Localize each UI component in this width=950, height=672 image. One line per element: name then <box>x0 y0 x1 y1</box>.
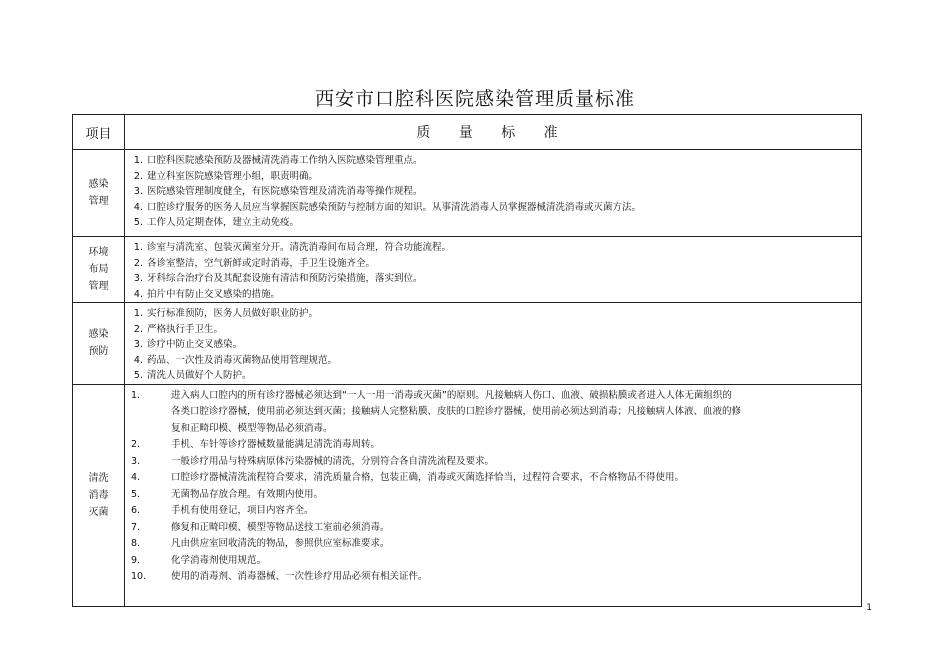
item-number <box>125 404 159 421</box>
item-number: 3. <box>133 273 143 284</box>
header-item: 项目 <box>73 115 125 150</box>
list-item <box>125 200 861 216</box>
category-label: 感染 <box>88 179 109 190</box>
item-text: 工作人员定期查体，建立主动免疫。 <box>147 217 300 228</box>
standard-cell <box>125 150 862 237</box>
list-item <box>125 421 861 438</box>
list-item <box>125 256 861 272</box>
list-item <box>125 454 861 471</box>
item-number: 1. <box>131 389 141 401</box>
item-number: 2. <box>131 439 141 450</box>
item-text: 一般诊疗用品与特殊病原体污染器械的清洗，分别符合各自清洗流程及要求。 <box>171 455 495 467</box>
category-label: 布局 <box>88 264 109 275</box>
item-number: 3. <box>133 339 143 350</box>
item-text: 手机、车针等诊疗器械数量能满足清洗消毒周转。 <box>171 439 381 450</box>
page-title: 西安市口腔科医院感染管理质量标准 <box>314 88 635 110</box>
item-text: 进入病人口腔内的所有诊疗器械必须达到“一人一用一消毒或灭菌”的原则。凡接触病人伤口、血液、破损粘膜或者进入人体无菌组织的 <box>171 389 732 401</box>
item-text: 化学消毒剂使用规范。 <box>171 554 267 566</box>
item-number <box>125 421 159 438</box>
item-text: 牙科综合治疗台及其配套设施有清洁和预防污染措施，落实到位。 <box>147 273 423 284</box>
list-item <box>125 503 861 520</box>
item-number: 5. <box>133 217 143 228</box>
list-item <box>125 240 861 256</box>
list-item <box>125 184 861 200</box>
category-label: 预防 <box>88 346 109 358</box>
table-row <box>73 384 862 606</box>
list-item <box>125 337 861 353</box>
list-item <box>125 353 861 369</box>
category-label: 灭菌 <box>88 506 109 518</box>
item-text: 复和正畸印模、模型等物品必须消毒。 <box>171 422 333 434</box>
standard-cell <box>125 384 862 606</box>
page-number: 1 <box>866 603 872 613</box>
list-item <box>125 287 861 303</box>
category-cell <box>73 303 125 385</box>
item-number: 10. <box>131 571 147 582</box>
item-text: 建立科室医院感染管理小组，职责明确。 <box>147 170 319 182</box>
standard-cell <box>125 237 862 303</box>
list-item <box>125 487 861 504</box>
item-number: 2. <box>133 323 143 335</box>
item-text: 使用的消毒剂、消毒器械、一次性诊疗用品必须有相关证件。 <box>171 571 428 582</box>
item-text: 各诊室整洁，空气新鲜或定时消毒，手卫生设施齐全。 <box>147 257 376 269</box>
item-text: 无菌物品存放合理。有效期内使用。 <box>171 488 324 500</box>
standard-cell <box>125 303 862 385</box>
item-number: 8. <box>131 538 141 549</box>
item-text: 口腔科医院感染预防及器械清洗消毒工作纳入医院感染管理重点。 <box>147 155 423 166</box>
list-item <box>125 437 861 454</box>
item-text: 修复和正畸印模、模型等物品送技工室前必须消毒。 <box>171 521 390 533</box>
list-item <box>125 569 861 586</box>
table-header-row <box>73 115 862 150</box>
category-label: 消毒 <box>88 489 109 501</box>
category-cell <box>73 237 125 303</box>
list-item <box>125 368 861 384</box>
item-text: 清洗人员做好个人防护。 <box>147 370 252 381</box>
list-item <box>125 470 861 487</box>
item-text: 诊疗中防止交叉感染。 <box>147 339 243 350</box>
list-item <box>125 169 861 185</box>
list-item <box>125 271 861 287</box>
item-number: 4. <box>133 201 143 213</box>
item-number: 7. <box>131 521 141 533</box>
list-item <box>125 215 861 231</box>
item-text: 严格执行手卫生。 <box>147 323 224 335</box>
item-number: 1. <box>133 308 143 319</box>
category-cell <box>73 384 125 606</box>
item-number: 3. <box>133 186 143 197</box>
list-item <box>125 520 861 537</box>
item-number: 1. <box>133 242 143 253</box>
header-standard: 质 量 标 准 <box>125 115 862 150</box>
item-number: 5. <box>133 370 143 381</box>
list-item <box>125 404 861 421</box>
item-number: 2. <box>133 170 143 182</box>
item-number: 4. <box>133 288 143 300</box>
category-label: 环境 <box>88 247 109 258</box>
item-number: 1. <box>133 155 143 166</box>
list-item <box>125 153 861 169</box>
category-label: 管理 <box>88 196 109 207</box>
item-text: 实行标准预防，医务人员做好职业防护。 <box>147 308 319 319</box>
category-label: 清洗 <box>88 472 109 484</box>
list-item <box>125 388 861 405</box>
list-item <box>125 306 861 322</box>
item-text: 药品、一次性及消毒灭菌物品使用管理规范。 <box>147 354 338 366</box>
category-cell <box>73 150 125 237</box>
item-text: 口腔诊疗器械清洗流程符合要求，清洗质量合格，包装正确，消毒或灭菌选择恰当，过程符合要求，不合格物品不得使用。 <box>171 472 685 483</box>
item-text: 各类口腔诊疗器械，使用前必须达到灭菌；接触病人完整粘膜、皮肤的口腔诊疗器械，使用前必须达到消毒；凡接触病人体液、血液的修 <box>171 406 742 417</box>
item-text: 手机有使用登记，项目内容齐全。 <box>171 505 314 516</box>
list-item <box>125 536 861 553</box>
table-row <box>73 237 862 303</box>
item-text: 凡由供应室回收清洗的物品，参照供应室标准要求。 <box>171 538 390 549</box>
item-number: 6. <box>131 505 141 516</box>
item-text: 诊室与清洗室、包装灭菌室分开。清洗消毒间布局合理，符合功能流程。 <box>147 242 452 253</box>
item-text: 口腔诊疗服务的医务人员应当掌握医院感染预防与控制方面的知识。从事清洗消毒人员掌握器械清洗消毒或灭菌方法。 <box>147 201 642 213</box>
item-number: 9. <box>131 554 141 566</box>
item-number: 2. <box>133 257 143 269</box>
table-row <box>73 303 862 385</box>
item-number: 4. <box>133 354 143 366</box>
item-number: 3. <box>131 455 141 467</box>
category-label: 管理 <box>88 281 109 292</box>
table-row <box>73 150 862 237</box>
item-text: 拍片中有防止交叉感染的措施。 <box>147 288 281 300</box>
category-label: 感染 <box>88 329 109 341</box>
list-item <box>125 553 861 570</box>
quality-standard-table <box>72 114 862 607</box>
list-item <box>125 322 861 338</box>
item-number: 5. <box>131 488 141 500</box>
item-text: 医院感染管理制度健全，有医院感染管理及清洗消毒等操作规程。 <box>147 186 423 197</box>
item-number: 4. <box>131 472 141 483</box>
